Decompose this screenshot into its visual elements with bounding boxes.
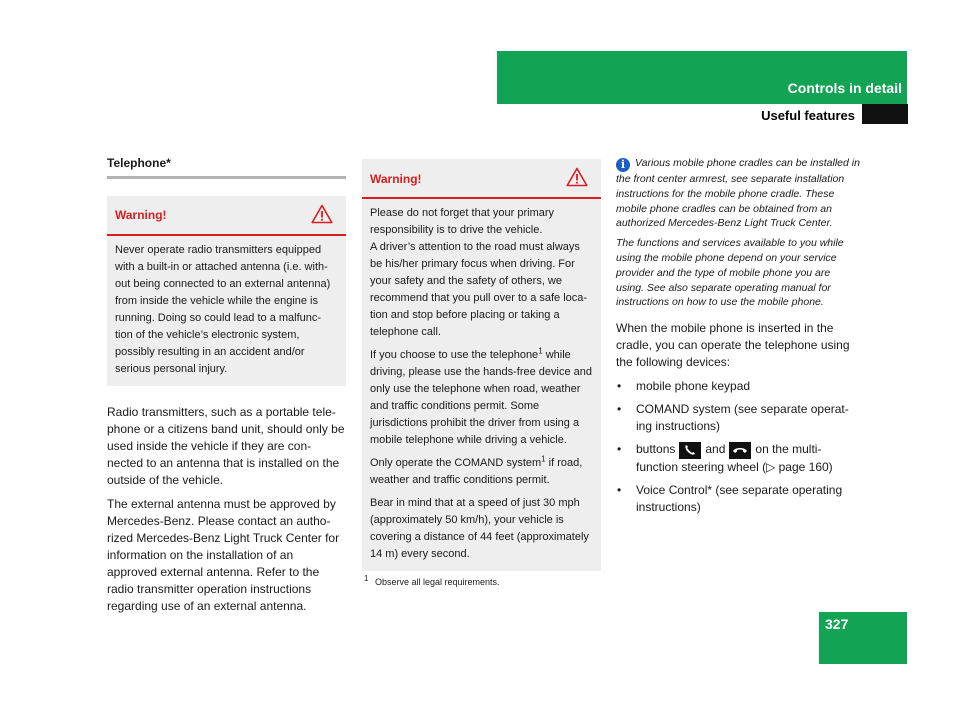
header-band bbox=[497, 51, 907, 104]
info-note-cradles bbox=[616, 156, 861, 231]
phone-hangup-icon bbox=[729, 442, 751, 459]
page-number: 327 bbox=[825, 616, 849, 632]
p2-end: while driving, please use the hands-free device and only use the telephone when road, weather and traffic conditions permit. Some jurisdictions prohibit the driver from using a mobile telephone while driving a vehicle. bbox=[370, 349, 592, 446]
paragraph-radio-transmitters: Radio transmitters, such as a portable tele-phone or a citizens band unit, should only be used inside the vehicle if they are con-nected to an antenna that is installed on the outside of the vehicle. bbox=[107, 405, 345, 487]
phone-pickup-icon bbox=[679, 442, 701, 459]
chapter-title: Controls in detail bbox=[787, 80, 902, 96]
warning-text bbox=[362, 199, 601, 571]
list-item: • mobile phone keypad bbox=[616, 378, 861, 395]
warning-header bbox=[362, 159, 601, 199]
p3-end: if road, weather and traffic conditions permit. bbox=[370, 457, 583, 486]
warning-paragraph-3 bbox=[370, 455, 593, 489]
footnote-text: Observe all legal requirements. bbox=[374, 577, 500, 587]
warning-paragraph-2 bbox=[370, 347, 593, 449]
note-text: Various mobile phone cradles can be installed in the front center armrest, see separate installation instructions for the mobile phone cradle. These mobile phone cradles can be obtained from an authorized Mercedes-Benz Light Truck Center. bbox=[616, 157, 860, 230]
footnote-ref: 1 bbox=[538, 346, 543, 356]
footnote-ref: 1 bbox=[541, 454, 546, 464]
and-text: and bbox=[705, 442, 726, 457]
warning-box-driving bbox=[362, 159, 601, 571]
list-item: • Voice Control* (see separate operating instructions) bbox=[616, 482, 861, 516]
section-title: Useful features bbox=[761, 108, 855, 123]
warning-paragraph: Never operate radio transmitters equipped with a built-in or attached antenna (i.e. with-out being connected to an external antenna) from inside the vehicle while the engine is running. Doing so could lead to a malfunc-tion of the vehicle’s electronic system, possibly resulting in an accident and/or serious personal injury. bbox=[115, 244, 331, 375]
buttons-text: buttons bbox=[636, 442, 676, 457]
heading-rule bbox=[107, 176, 346, 179]
warning-text bbox=[107, 236, 346, 386]
warning-label: Warning! bbox=[115, 208, 167, 222]
warning-box-radio bbox=[107, 196, 346, 386]
list-item bbox=[616, 441, 861, 476]
info-icon: i bbox=[616, 158, 630, 172]
info-note-services: The functions and services available to you while using the mobile phone depend on your service provider and the type of mobile phone you are using. See also separate operating manual for instructions on how to use the mobile phone. bbox=[616, 237, 844, 309]
telephone-heading: Telephone* bbox=[107, 156, 171, 170]
column-middle bbox=[362, 159, 601, 587]
p2-start: If you choose to use the telephone bbox=[370, 349, 539, 361]
footnote bbox=[362, 574, 601, 587]
buttons-text-end: on the multi-function steering wheel (▷ page 160) bbox=[636, 442, 833, 474]
device-list bbox=[616, 378, 861, 516]
footnote-mark: 1 bbox=[364, 574, 369, 583]
warning-paragraph-1: Please do not forget that your primary responsibility is to drive the vehicle. A driver’s attention to the road must always be his/her primary focus when driving. For your safety and the safety of others, we recommend that you pull over to a safe loca-tion and stop before placing or taking a telephone call. bbox=[370, 207, 588, 338]
column-left bbox=[107, 156, 346, 622]
list-item: • COMAND system (see separate operat-ing instructions) bbox=[616, 401, 861, 435]
column-right bbox=[616, 156, 861, 522]
warning-header bbox=[107, 196, 346, 236]
warning-triangle-icon bbox=[311, 204, 333, 224]
paragraph-intro: When the mobile phone is inserted in the cradle, you can operate the telephone using the following devices: bbox=[616, 321, 850, 370]
page-number-box bbox=[819, 612, 907, 664]
section-marker-bar bbox=[862, 104, 908, 124]
paragraph-external-antenna: The external antenna must be approved by Mercedes-Benz. Please contact an autho-rized Mercedes-Benz Light Truck Center for information on the installation of an approved external antenna. Refer to the radio transmitter operation instructions regarding use of an external antenna. bbox=[107, 497, 340, 613]
p3-start: Only operate the COMAND system bbox=[370, 457, 542, 469]
warning-label: Warning! bbox=[370, 172, 422, 186]
warning-paragraph-4: Bear in mind that at a speed of just 30 mph (approximately 50 km/h), your vehicle is covering a distance of 44 feet (approximately 14 m) every second. bbox=[370, 497, 589, 560]
warning-triangle-icon bbox=[566, 167, 588, 187]
